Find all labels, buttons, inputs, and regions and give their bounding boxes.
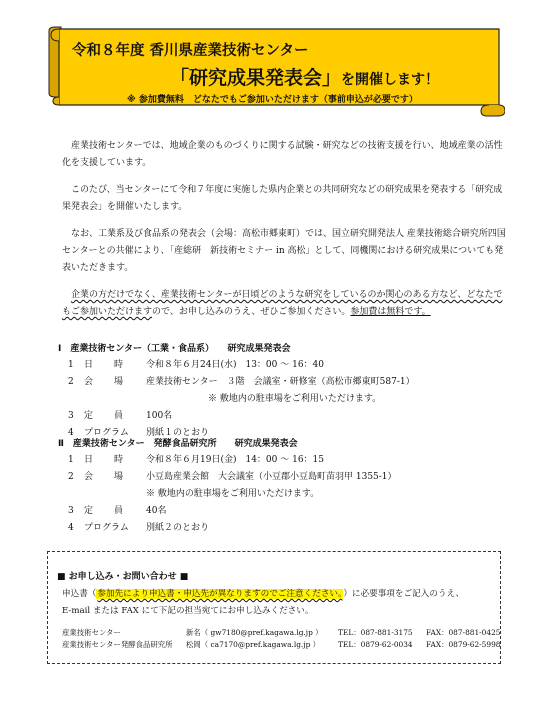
intro-paragraph-4 <box>62 287 507 321</box>
intro-paragraph-3: なお、工業系及び食品系の発表会（会場：高松市郷東町）では、国立研究開発法人 産業技術総合研究所四国センターとの共催により、「産総研 新技術セミナー in 高松」として、同機関における研究成果についても発表いただきます。 <box>62 229 506 273</box>
intro-request: ので、お申し込みのうえ、ぜひご参加ください。 <box>152 307 351 317</box>
section-2-parking-note: ※ 敷地内の駐車場をご利用いただけます。 <box>146 489 320 499</box>
item-value: 100名 <box>146 411 173 421</box>
section-2-venue-row <box>68 469 397 486</box>
contact-fax: FAX：087-881-0425 <box>426 628 501 637</box>
item-label: 定 員 <box>84 506 130 516</box>
section-1-capacity-row <box>68 408 415 425</box>
item-label: 会 場 <box>84 472 130 482</box>
banner-title-main <box>170 63 439 90</box>
item-label: 定 員 <box>84 411 130 421</box>
item-value: 別紙２のとおり <box>146 523 210 533</box>
item-value: 40名 <box>146 506 167 516</box>
item-number: 2 <box>68 377 74 387</box>
application-prefix: 申込書（ <box>62 589 97 599</box>
intro-emphasis: 企業の方だけでなく、産業技術センターが日頃どのような研究をしているのか関心のある方など、どなたでもご参加いただけます <box>62 290 503 317</box>
item-label: プログラム <box>84 428 129 438</box>
item-value: 令和８年６月19日(金) 14：00 ～ 16：15 <box>146 455 325 465</box>
item-number: 3 <box>68 506 74 516</box>
item-value: 産業技術センター ３階 会議室・研修室（高松市郷東町587-1） <box>146 377 415 387</box>
section-1-parking-note: ※ 敷地内の駐車場をご利用いただけます。 <box>208 394 382 404</box>
intro-paragraph-2: このたび、当センターにて令和７年度に実施した県内企業との共同研究などの研究成果を発表する「研究成果発表会」を開催いたします。 <box>62 185 503 212</box>
item-number: 4 <box>68 428 74 438</box>
section-2-heading: Ⅱ 産業技術センター 発酵食品研究所 研究成果発表会 <box>58 439 298 449</box>
banner-title-event: 「研究成果発表会」 <box>170 67 342 89</box>
banner-title-line1: 令和８年度 香川県産業技術センター <box>72 43 309 59</box>
application-instructions <box>62 587 464 599</box>
section-1-date-row <box>68 357 415 374</box>
item-number: 1 <box>68 455 74 465</box>
intro-text <box>62 138 507 321</box>
contact-person-email[interactable]: 新名（ gw7180@pref.kagawa.lg.jp ） <box>186 628 323 637</box>
contact-row <box>62 639 501 650</box>
application-method: E-mail または FAX にて下記の担当宛てにお申し込みください。 <box>62 606 314 616</box>
section-2-date-row <box>68 452 397 469</box>
item-label: 会 場 <box>84 377 130 387</box>
banner-note: ※ 参加費無料 どなたでもご参加いただけます（事前申込が必要です） <box>127 95 418 105</box>
section-1-heading: Ⅰ 産業技術センター（工業・食品系） 研究成果発表会 <box>58 344 291 354</box>
item-value: 小豆島産業会館 大会議室（小豆郡小豆島町苗羽甲 1355-1） <box>146 472 397 482</box>
application-warning: 参加先により申込書・申込先が異なりますのでご注意ください。 <box>97 589 343 599</box>
item-value: 令和８年６月24日(水) 13：00 ～ 16：40 <box>146 360 325 370</box>
contact-org: 産業技術センター発酵食品研究所 <box>62 640 173 649</box>
contact-tel: TEL：087-881-3175 <box>338 628 413 637</box>
free-admission-note: 参加費は無料です。 <box>350 307 431 317</box>
contact-person-email[interactable]: 松岡（ ca7170@pref.kagawa.lg.jp ） <box>186 640 321 649</box>
item-label: プログラム <box>84 523 129 533</box>
item-value: 別紙１のとおり <box>146 428 210 438</box>
section-1 <box>58 341 415 442</box>
item-number: 1 <box>68 360 74 370</box>
item-label: 日 時 <box>84 455 130 465</box>
application-title: ■ お申し込み・お問い合わせ ■ <box>57 572 189 582</box>
section-2-program-row <box>68 520 397 537</box>
application-suffix: ）に必要事項をご記入のうえ、 <box>343 589 465 599</box>
contact-fax: FAX：0879-62-5998 <box>426 640 501 649</box>
contact-row <box>62 627 501 638</box>
section-2 <box>58 436 397 537</box>
item-number: 2 <box>68 472 74 482</box>
intro-paragraph-1: 産業技術センターでは、地域企業のものづくりに関する試験・研究などの技術支援を行い、地域産業の活性化を支援しています。 <box>62 141 503 168</box>
item-number: 3 <box>68 411 74 421</box>
item-label: 日 時 <box>84 360 130 370</box>
section-2-capacity-row <box>68 503 397 520</box>
item-number: 4 <box>68 523 74 533</box>
banner-title-suffix: を開催します！ <box>341 72 440 88</box>
contact-org: 産業技術センター <box>62 628 121 637</box>
contact-tel: TEL：0879-62-0034 <box>338 640 413 649</box>
section-1-venue-row <box>68 374 415 391</box>
